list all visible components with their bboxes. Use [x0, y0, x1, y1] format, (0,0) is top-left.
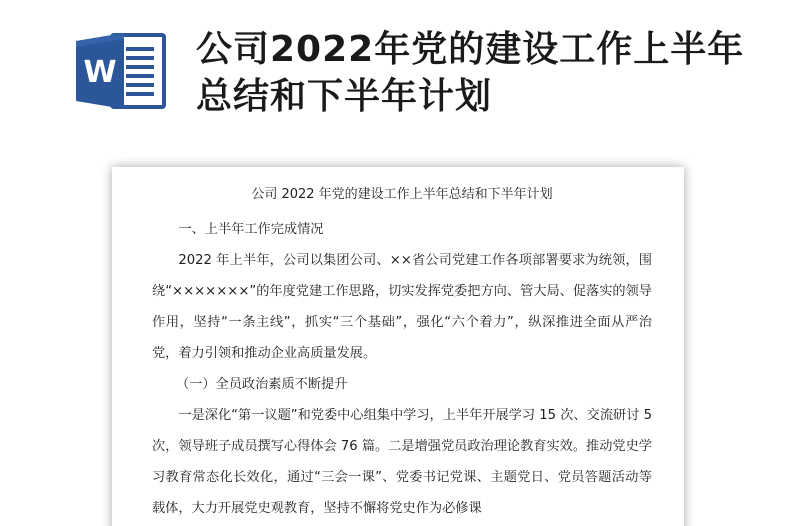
body-paragraph: 2022 年上半年，公司以集团公司、××省公司党建工作各项部署要求为统领，围绕“×××××××”的年度党建工作思路，切实发挥党委把方向、管大局、促落实的领导作用，坚持“一条主线”，抓实“三个基础”，强化“六个着力”，纵深推进全面从严治党，着力引领和推动企业高质量发展。: [152, 253, 652, 361]
page-title: 公司2022年党的建设工作上半年总结和下半年计划: [196, 29, 745, 117]
section-heading: 一、上半年工作完成情况: [178, 222, 324, 237]
document-content: [152, 183, 652, 524]
subsection-heading: （一）全员政治素质不断提升: [176, 377, 348, 392]
body-paragraph: 一是深化“第一议题”和党委中心组集中学习，上半年开展学习 15 次、交流研讨 5 次，领导班子成员撰写心得体会 76 篇。二是增强党员政治理论教育实效。推动党史学习教育常态化长效化，通过“三会一课”、党委书记党课、主题党日、党员答题活动等载体，大力开展党史观教育，坚持不懈将党史作为必修课: [152, 408, 652, 516]
header: [0, 0, 800, 150]
document-title: 公司 2022 年党的建设工作上半年总结和下半年计划: [251, 187, 553, 202]
word-icon: [76, 31, 166, 111]
document-preview: [112, 167, 684, 526]
word-icon-letter: W: [83, 55, 117, 90]
